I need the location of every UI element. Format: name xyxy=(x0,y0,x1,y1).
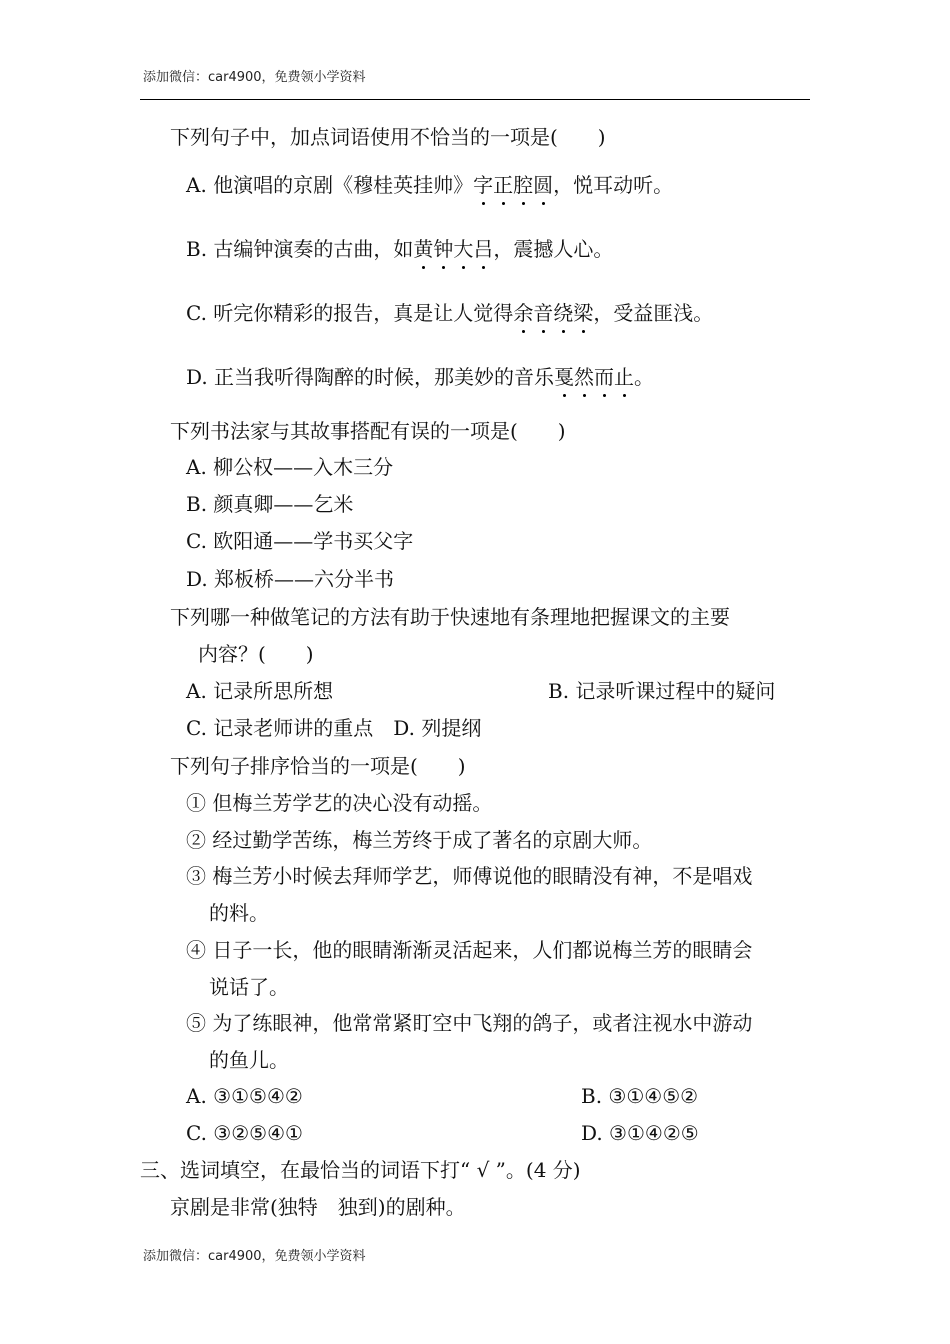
q4-sentence-3: ③ 梅兰芳小时候去拜师学艺，师傅说他的眼睛没有神，不是唱戏 xyxy=(186,864,753,888)
q3-option-cd: C. 记录老师讲的重点 D. 列提纲 xyxy=(186,716,482,740)
q2-option-d: D. 郑板桥——六分半书 xyxy=(186,567,395,591)
q4-sentence-4: ④ 日子一长，他的眼睛渐渐灵活起来，人们都说梅兰芳的眼睛会 xyxy=(186,938,753,962)
page-footer: 添加微信：car4900，免费领小学资料 xyxy=(143,1249,366,1264)
q4-stem: 下列句子排序恰当的一项是( ) xyxy=(170,754,466,778)
page-header: 添加微信：car4900，免费领小学资料 xyxy=(143,70,366,85)
q3-option-a: A. 记录所思所想 xyxy=(186,679,334,703)
q1-option-b-dotted-word: 黄钟大吕 xyxy=(413,235,493,263)
q1-option-c xyxy=(186,299,713,327)
q2-option-c: C. 欧阳通——学书买父字 xyxy=(186,529,414,553)
q4-option-d: D. ③①④②⑤ xyxy=(581,1121,699,1145)
q1-option-a-dotted-word: 字正腔圆 xyxy=(473,171,553,199)
q2-option-b: B. 颜真卿——乞米 xyxy=(186,492,354,516)
q1-option-b xyxy=(186,235,613,263)
q1-option-d xyxy=(186,363,654,391)
section3-item-1: 京剧是非常(独特 独到)的剧种。 xyxy=(170,1195,466,1219)
q3-stem-line1: 下列哪一种做笔记的方法有助于快速地有条理地把握课文的主要 xyxy=(170,605,730,629)
q1-option-a xyxy=(186,171,673,199)
q1-option-d-pre: D. 正当我听得陶醉的时候，那美妙的音乐 xyxy=(186,365,555,389)
q1-option-c-dotted-word: 余音绕梁 xyxy=(513,299,593,327)
section3-title: 三、选词填空，在最恰当的词语下打“ √ ”。(4 分) xyxy=(140,1158,581,1182)
q2-option-a: A. 柳公权——入木三分 xyxy=(186,455,394,479)
q1-option-c-pre: C. 听完你精彩的报告，真是让人觉得 xyxy=(186,301,514,325)
q1-option-b-pre: B. 古编钟演奏的古曲，如 xyxy=(186,237,414,261)
q4-sentence-3-cont: 的料。 xyxy=(209,901,269,925)
q4-option-b: B. ③①④⑤② xyxy=(581,1084,699,1108)
q4-option-a: A. ③①⑤④② xyxy=(186,1084,303,1108)
q1-stem: 下列句子中，加点词语使用不恰当的一项是( ) xyxy=(170,125,606,149)
q1-option-a-pre: A. 他演唱的京剧《穆桂英挂帅》 xyxy=(186,173,474,197)
q3-stem-line2: 内容？( ) xyxy=(198,642,314,666)
q2-stem: 下列书法家与其故事搭配有误的一项是( ) xyxy=(170,419,566,443)
q4-sentence-1: ① 但梅兰芳学艺的决心没有动摇。 xyxy=(186,791,493,815)
q1-option-a-post: ，悦耳动听。 xyxy=(553,173,674,197)
q3-option-b: B. 记录听课过程中的疑问 xyxy=(548,679,776,703)
q4-sentence-2: ② 经过勤学苦练，梅兰芳终于成了著名的京剧大师。 xyxy=(186,828,653,852)
q4-sentence-5-cont: 的鱼儿。 xyxy=(209,1048,289,1072)
q4-sentence-5: ⑤ 为了练眼神，他常常紧盯空中飞翔的鸽子，或者注视水中游动 xyxy=(186,1011,753,1035)
header-rule xyxy=(140,99,810,100)
q4-sentence-4-cont: 说话了。 xyxy=(209,975,289,999)
q1-option-d-dotted-word: 戛然而止 xyxy=(554,363,634,391)
q1-option-b-post: ，震撼人心。 xyxy=(493,237,614,261)
q4-option-c: C. ③②⑤④① xyxy=(186,1121,303,1145)
q1-option-d-post: 。 xyxy=(634,365,655,389)
q1-option-c-post: ，受益匪浅。 xyxy=(593,301,714,325)
